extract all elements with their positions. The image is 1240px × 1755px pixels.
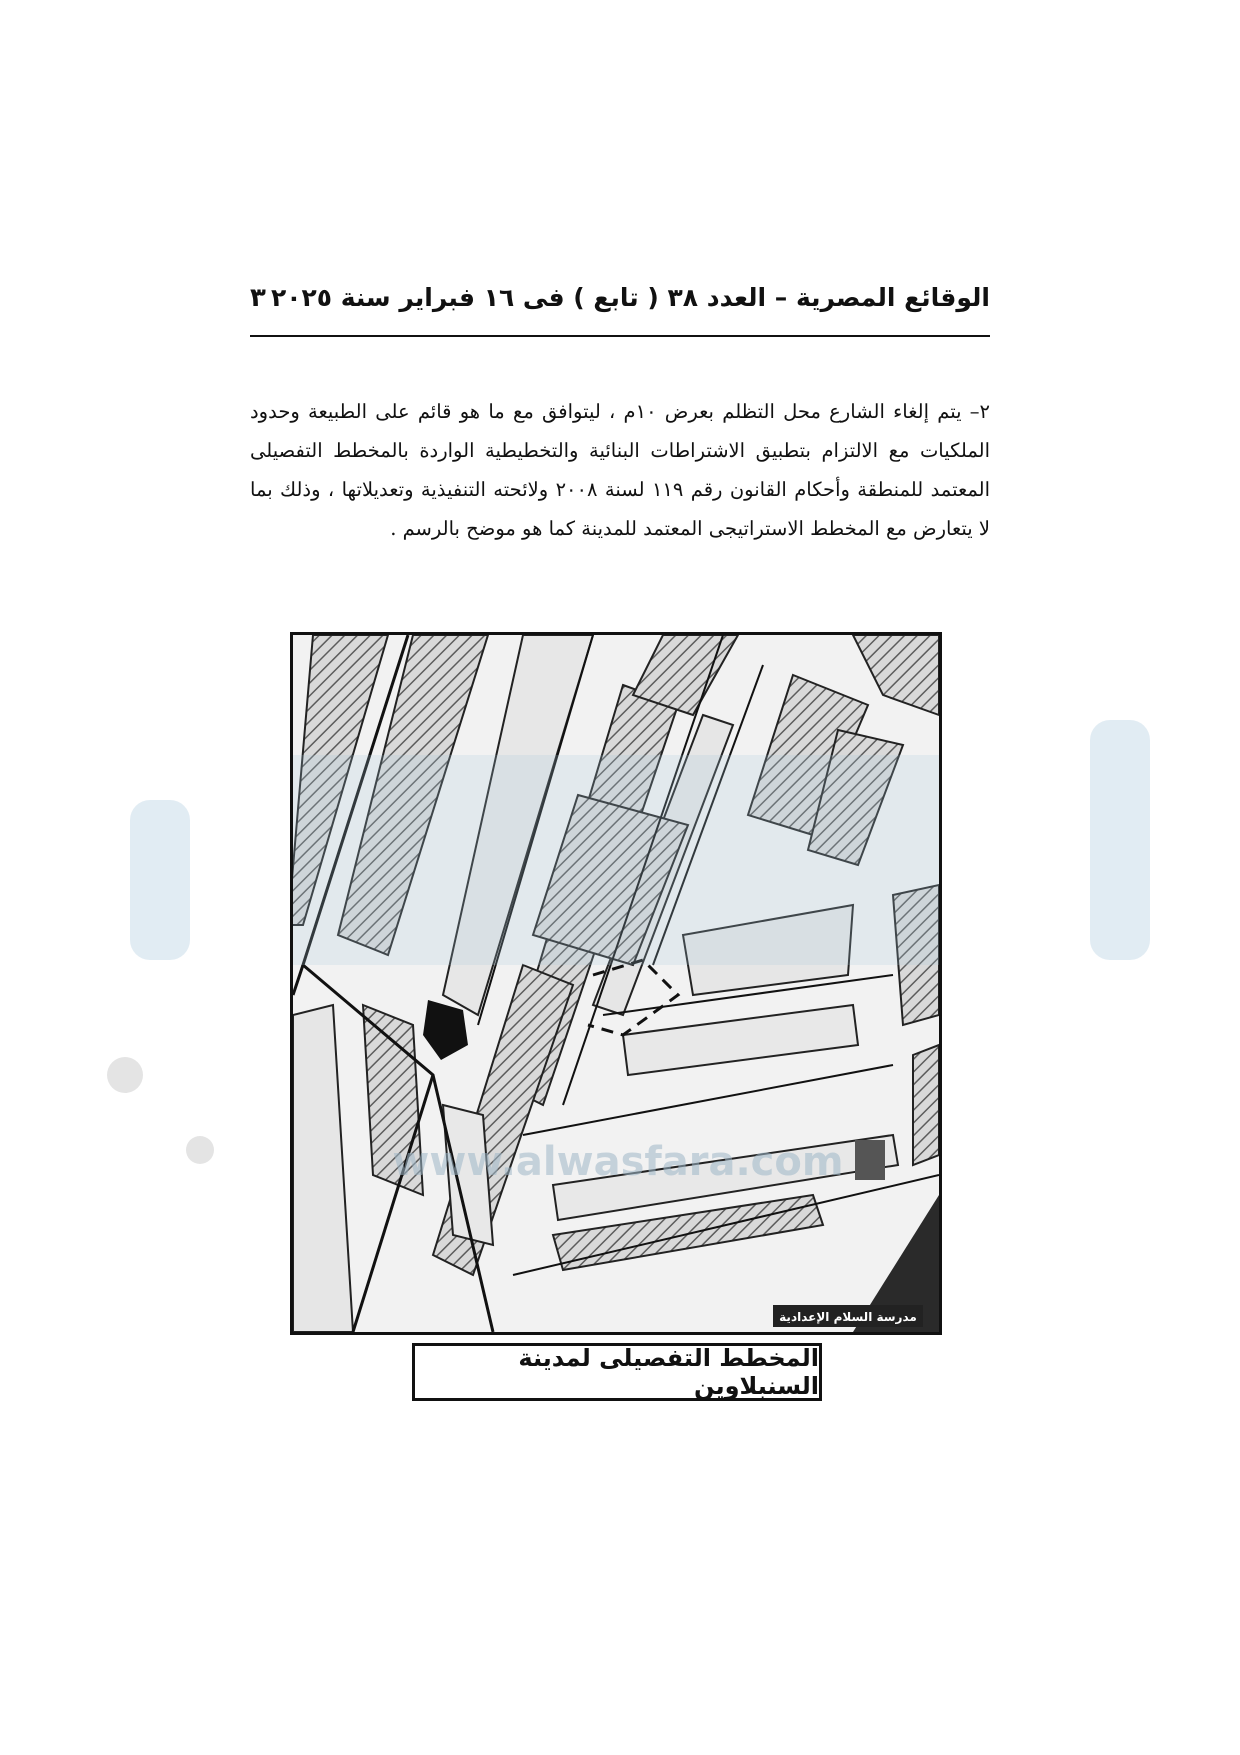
detailed-plan-map: [290, 632, 942, 1335]
header-divider: [250, 335, 990, 337]
map-drawing: [293, 635, 939, 1332]
gazette-title: الوقائع المصرية – العدد ٣٨ ( تابع ) فى ١٦ فبراير سنة ٢٠٢٥: [270, 283, 990, 312]
map-caption: [412, 1343, 822, 1401]
page-number: ٣: [250, 283, 266, 313]
dark-parcel: [855, 1140, 885, 1180]
map-caption-text: المخطط التفصيلى لمدينة السنبلاوين: [518, 1344, 819, 1400]
decision-paragraph: ٢– يتم إلغاء الشارع محل التظلم بعرض ١٠م ، ليتوافق مع ما هو قائم على الطبيعة وحدود الملكيات مع الالتزام بتطبيق الاشتراطات البنائية والتخطيطية الواردة بالمخطط التفصيلى المعتمد للمنطقة وأحكام القانون رقم ١١٩ لسنة ٢٠٠٨ ولائحته التنفيذية وتعديلاتها ، وذلك بما لا يتعارض مع المخطط الاستراتيجى المعتمد للمدينة كما هو موضح بالرسم .: [250, 399, 990, 540]
watermark-url: www.alwasfara.com: [392, 1139, 844, 1185]
page-header: [250, 283, 990, 323]
school-label: مدرسة السلام الإعدادية: [779, 1310, 917, 1324]
watermark-band: [293, 755, 939, 965]
